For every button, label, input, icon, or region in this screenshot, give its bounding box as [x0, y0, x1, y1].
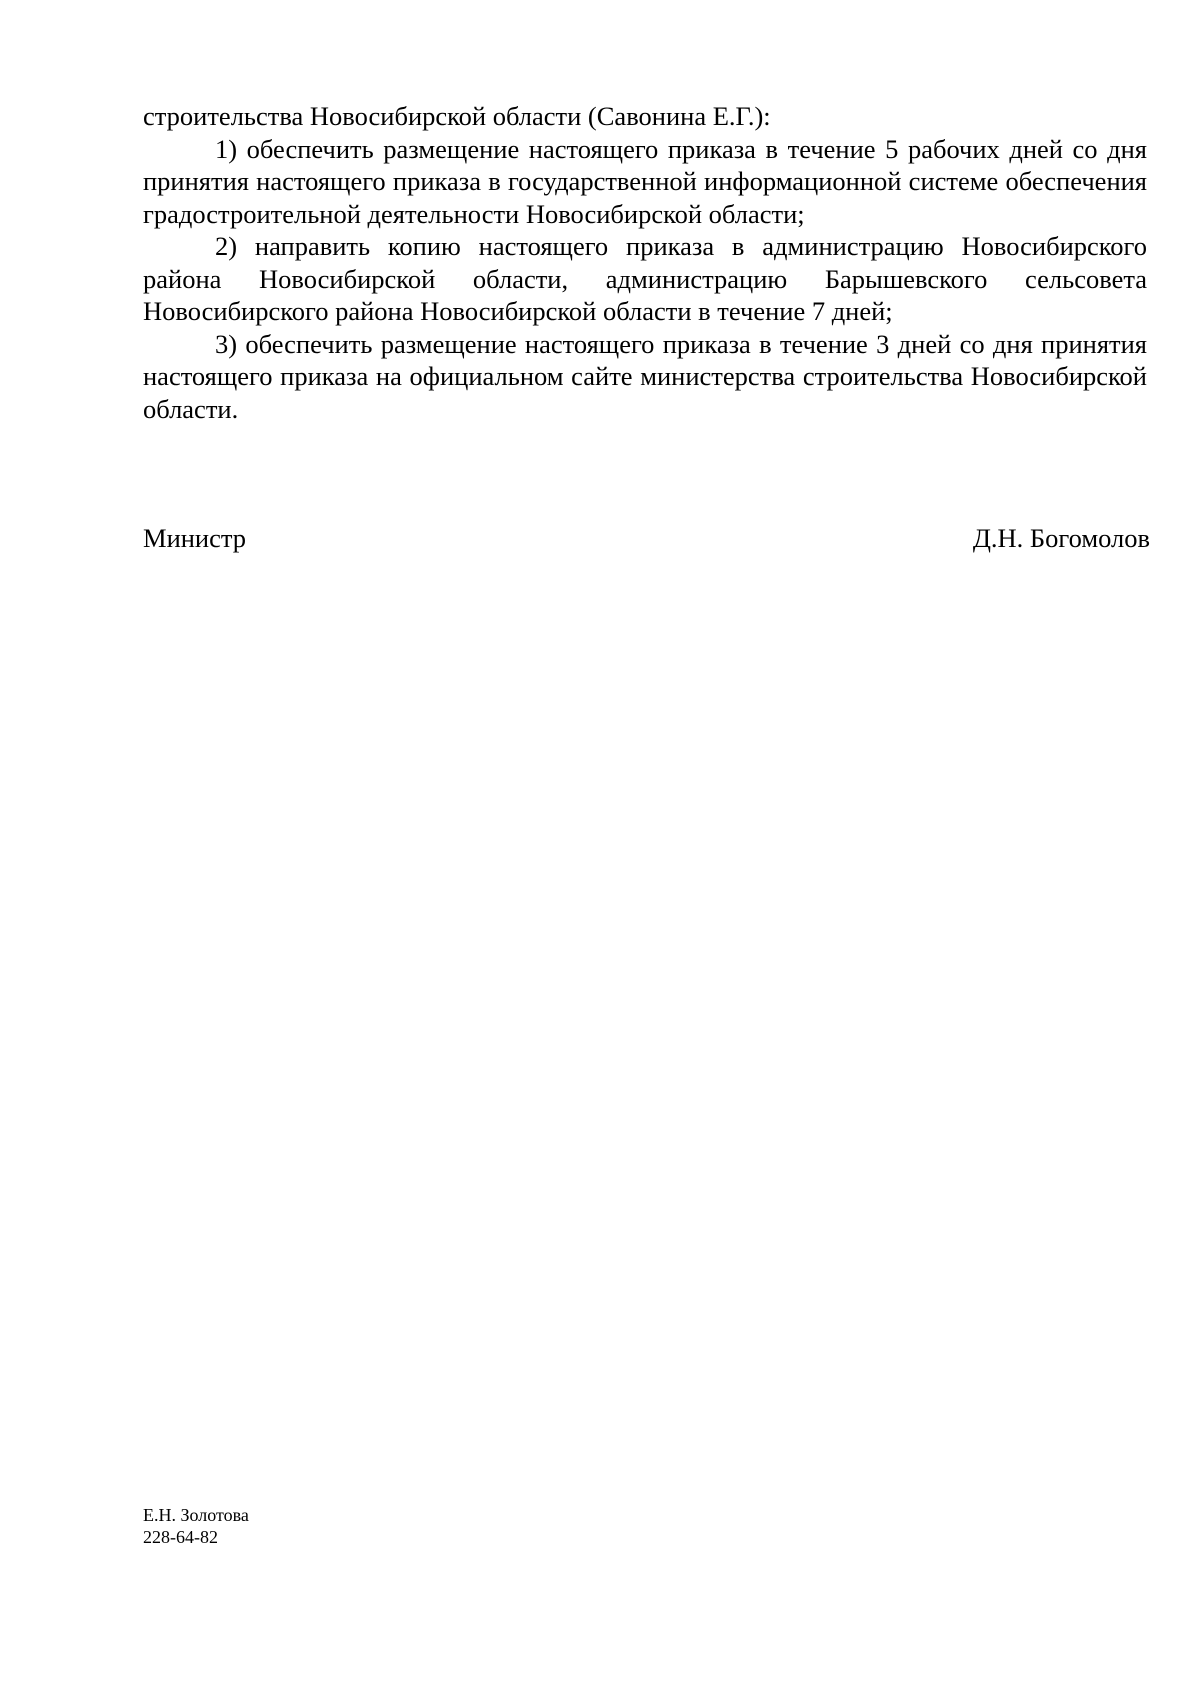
- paragraph-item-1: 1) обеспечить размещение настоящего приказа в течение 5 рабочих дней со дня принятия настоящего приказа в государственной информационной системе обеспечения градостроительной деятельности Новосибирской области;: [143, 133, 1147, 229]
- paragraph-responsible: строительства Новосибирской области (Савонина Е.Г.):: [143, 101, 771, 131]
- signatory-position: Министр: [143, 523, 247, 553]
- signatory-name: Д.Н. Богомолов: [972, 523, 1150, 553]
- executor-name: Е.Н. Золотова: [143, 1505, 249, 1525]
- executor-phone: 228-64-82: [143, 1527, 218, 1547]
- executor-block: [143, 1504, 249, 1548]
- paragraph-item-2: 2) направить копию настоящего приказа в администрацию Новосибирского района Новосибирской области, администрацию Барышевского сельсовета Новосибирского района Новосибирской области в течение 7 дней;: [143, 231, 1147, 326]
- signature-block: [143, 522, 1150, 554]
- document-body: [143, 100, 1147, 425]
- paragraph-item-3: 3) обеспечить размещение настоящего приказа в течение 3 дней со дня принятия настоящего приказа на официальном сайте министерства строительства Новосибирской области.: [143, 328, 1147, 424]
